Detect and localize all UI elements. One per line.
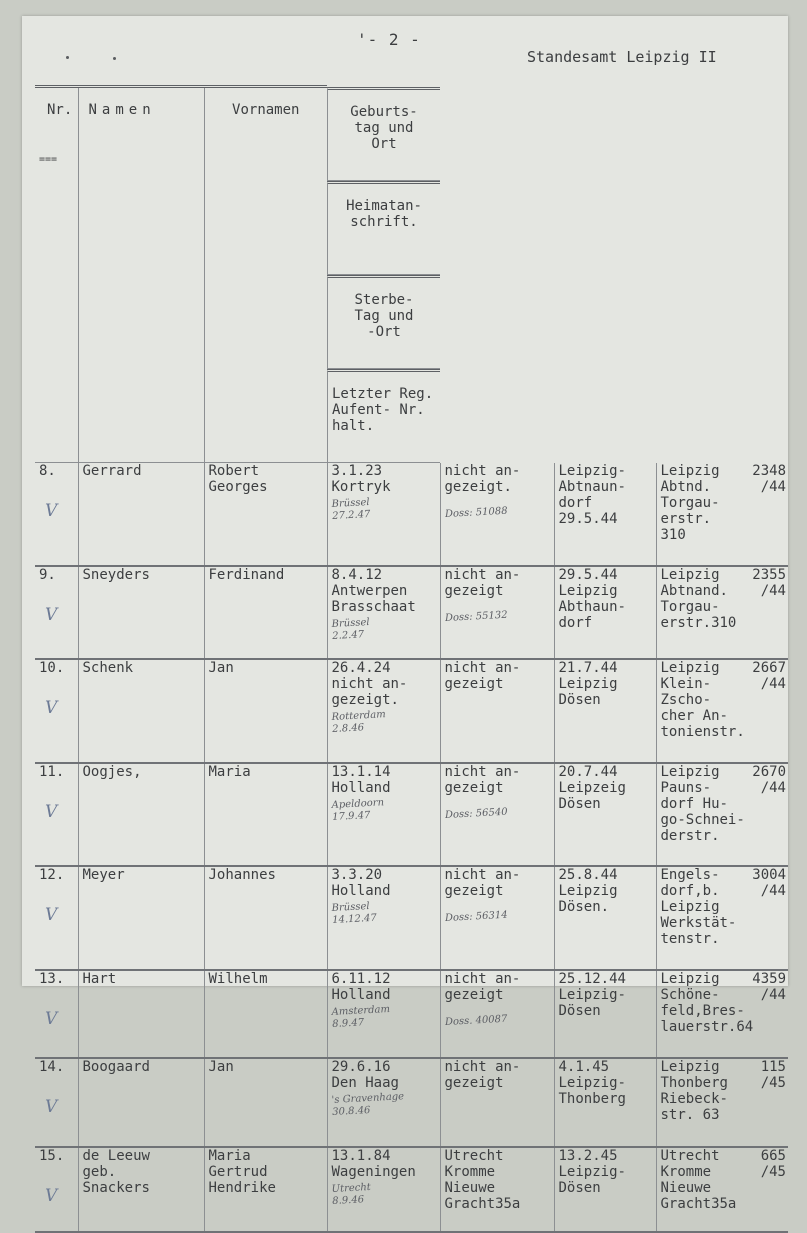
entry-number: 8.: [39, 463, 56, 479]
surname-cell: [78, 970, 204, 1058]
last-residence: Leipzig Thonberg Riebeck- str. 63: [660, 1058, 728, 1123]
surname-cell: [78, 866, 204, 970]
home-address: Utrecht Kromme Nieuwe Gracht35a: [444, 1147, 521, 1212]
surname-cell: [78, 566, 204, 659]
dossier-handwritten-note: Doss. 40087: [444, 1013, 508, 1028]
home-address: nicht an- gezeigt: [444, 866, 521, 899]
surname: Sneyders: [82, 566, 150, 583]
birth-date-place: 13.1.84 Wageningen: [331, 1147, 416, 1180]
registry-number: 2355 /44: [752, 566, 786, 599]
last-residence-cell: [656, 1058, 788, 1147]
birth-handwritten-note: Brüssel 14.12.47: [330, 900, 377, 926]
birth-date-place: 29.6.16 Den Haag: [331, 1058, 399, 1091]
surname: de Leeuw geb. Snackers: [82, 1147, 150, 1196]
birth-cell: [327, 1058, 440, 1147]
checkmark: V: [45, 1008, 58, 1029]
stray-mark: [113, 57, 116, 60]
death-cell: [554, 1058, 656, 1147]
header-sterbe: Sterbe- Tag und -Ort: [327, 275, 440, 369]
entry-number-cell: [35, 463, 78, 566]
death-cell: [554, 866, 656, 970]
given-names: Jan: [208, 659, 234, 676]
surname: Meyer: [82, 866, 125, 883]
registry-number: 665 /45: [760, 1147, 786, 1180]
registry-number: 4359 /44: [752, 970, 786, 1003]
entry-number-cell: [35, 763, 78, 866]
birth-handwritten-note: Brüssel 2.2.47: [330, 616, 370, 642]
surname: Gerrard: [82, 463, 142, 479]
surname: Boogaard: [82, 1058, 150, 1075]
given-names-cell: [204, 866, 327, 970]
entry-number-cell: [35, 659, 78, 763]
birth-handwritten-note: Utrecht 8.9.46: [330, 1181, 371, 1207]
death-cell: [554, 1147, 656, 1232]
last-residence: Leipzig Schöne- feld,Bres- lauerstr.64: [660, 970, 754, 1035]
checkmark: V: [45, 501, 58, 521]
registry-number: 2667 /44: [752, 659, 786, 692]
entry-number: 14.: [39, 1058, 65, 1075]
register-entry-row: [35, 970, 788, 1058]
register-entry-row: [35, 1147, 788, 1232]
given-names-cell: [204, 763, 327, 866]
last-residence-cell: [656, 763, 788, 866]
stray-mark: [66, 56, 69, 59]
given-names-cell: [204, 463, 327, 566]
given-names-cell: [204, 1058, 327, 1147]
register-entry-row: [35, 566, 788, 659]
entry-number: 11.: [39, 763, 65, 780]
birth-date-place: 3.1.23 Kortryk: [331, 462, 391, 495]
last-residence-cell: [656, 1147, 788, 1232]
header-heimat: Heimatan- schrift.: [327, 181, 440, 275]
death-cell: [554, 566, 656, 659]
last-residence: Engels- dorf,b. Leipzig Werkstät- tenstr.: [660, 866, 737, 947]
entry-number-cell: [35, 1147, 78, 1232]
registry-number: 3004 /44: [752, 866, 786, 899]
birth-handwritten-note: Apeldoorn 17.9.47: [330, 796, 384, 823]
checkmark: V: [45, 1096, 58, 1117]
death-cell: [554, 763, 656, 866]
last-residence: Leipzig Abtnd. Torgau- erstr. 310: [660, 462, 720, 543]
checkmark: V: [45, 697, 58, 718]
registry-number: 115 /45: [760, 1058, 786, 1091]
birth-handwritten-note: Rotterdam 2.8.46: [330, 708, 386, 735]
checkmark: V: [45, 604, 58, 625]
register-entry-row: [35, 763, 788, 866]
home-address: nicht an- gezeigt.: [444, 462, 521, 495]
given-names: Wilhelm: [208, 970, 268, 987]
death-date-place: 13.2.45 Leipzig- Dösen: [558, 1147, 626, 1196]
birth-handwritten-note: Brüssel 27.2.47: [330, 496, 371, 522]
header-nr: [35, 87, 78, 463]
birth-cell: [327, 1147, 440, 1232]
entry-number: 12.: [39, 866, 65, 883]
last-residence-cell: [656, 866, 788, 970]
given-names-cell: [204, 566, 327, 659]
surname-cell: [78, 763, 204, 866]
death-date-place: 25.12.44 Leipzig- Dösen: [558, 970, 626, 1019]
entry-number: 15.: [39, 1147, 65, 1164]
entry-number-cell: [35, 1058, 78, 1147]
given-names-cell: [204, 1147, 327, 1232]
surname-cell: [78, 1147, 204, 1232]
header-name: Namen: [78, 87, 204, 463]
last-residence-cell: [656, 970, 788, 1058]
surname: Hart: [82, 970, 117, 987]
last-residence-cell: [656, 659, 788, 763]
home-address-cell: [440, 970, 554, 1058]
last-residence: Leipzig Klein- Zscho- cher An- tonienstr.: [660, 659, 745, 740]
home-address-cell: [440, 1058, 554, 1147]
death-register-table: [35, 85, 788, 1233]
surname-cell: [78, 463, 204, 566]
entry-number-cell: [35, 970, 78, 1058]
dossier-handwritten-note: Doss: 55132: [444, 609, 508, 624]
given-names: Ferdinand: [208, 566, 285, 583]
checkmark: V: [45, 904, 58, 925]
home-address: nicht an- gezeigt: [444, 1058, 521, 1091]
given-names-cell: [204, 970, 327, 1058]
last-residence: Utrecht Kromme Nieuwe Gracht35a: [660, 1147, 737, 1212]
death-cell: [554, 970, 656, 1058]
death-date-place: 21.7.44 Leipzig Dösen: [558, 659, 618, 708]
page-number: '- 2 -: [357, 30, 421, 49]
register-entry-row: [35, 659, 788, 763]
death-date-place: 20.7.44 Leipzeig Dösen: [558, 763, 626, 812]
home-address-cell: [440, 1147, 554, 1232]
death-cell: [554, 463, 656, 566]
entry-number-cell: [35, 566, 78, 659]
home-address-cell: [440, 763, 554, 866]
birth-cell: [327, 659, 440, 763]
death-date-place: 25.8.44 Leipzig Dösen.: [558, 866, 618, 915]
entry-number: 13.: [39, 970, 65, 987]
birth-date-place: 6.11.12 Holland: [331, 970, 391, 1003]
given-names: Jan: [208, 1058, 234, 1075]
given-names: Maria: [208, 763, 251, 780]
register-entry-row: [35, 1058, 788, 1147]
given-names-cell: [204, 659, 327, 763]
registry-number: 2670 /44: [752, 763, 786, 796]
last-residence-cell: [656, 463, 788, 566]
home-address-cell: [440, 463, 554, 566]
surname-cell: [78, 659, 204, 763]
home-address: nicht an- gezeigt: [444, 659, 521, 692]
checkmark: V: [45, 1185, 58, 1206]
register-entry-row: [35, 866, 788, 970]
death-cell: [554, 659, 656, 763]
birth-date-place: 8.4.12 Antwerpen Brasschaat: [331, 566, 416, 615]
birth-date-place: 3.3.20 Holland: [331, 866, 391, 899]
entry-number: 9.: [39, 566, 56, 583]
surname: Oogjes,: [82, 763, 142, 780]
last-residence: Leipzig Pauns- dorf Hu- go-Schnei- derstr.: [660, 763, 745, 844]
death-date-place: 4.1.45 Leipzig- Thonberg: [558, 1058, 626, 1107]
table-header-row: [35, 87, 788, 463]
register-entry-row: [35, 463, 788, 566]
registry-office-heading: Standesamt Leipzig II: [527, 48, 717, 66]
header-vornamen: Vornamen: [204, 87, 327, 463]
birth-handwritten-note: 's Gravenhage 30.8.46: [330, 1090, 404, 1118]
entry-number: 10.: [39, 659, 65, 676]
dossier-handwritten-note: [445, 1099, 550, 1104]
death-date-place: Leipzig- Abtnaun- dorf 29.5.44: [558, 462, 626, 527]
home-address: nicht an- gezeigt: [444, 566, 521, 599]
home-address: nicht an- gezeigt: [444, 763, 521, 796]
home-address-cell: [440, 866, 554, 970]
given-names: Maria Gertrud Hendrike: [208, 1147, 276, 1196]
dossier-handwritten-note: Doss: 51088: [444, 505, 508, 520]
header-letzter: Letzter Reg. Aufent- Nr. halt.: [327, 369, 440, 463]
dossier-handwritten-note: Doss: 56540: [444, 806, 508, 821]
header-geburt: Geburts- tag und Ort: [327, 87, 440, 181]
entry-number-cell: [35, 866, 78, 970]
birth-cell: [327, 866, 440, 970]
surname-cell: [78, 1058, 204, 1147]
home-address-cell: [440, 566, 554, 659]
dossier-handwritten-note: [445, 1220, 550, 1225]
dossier-handwritten-note: Doss: 56314: [444, 909, 508, 924]
header-nr-label: Nr.: [47, 102, 73, 118]
birth-date-place: 26.4.24 nicht an- gezeigt.: [331, 659, 408, 708]
birth-cell: [327, 566, 440, 659]
header-underline-marks: ===: [39, 154, 58, 165]
last-residence-cell: [656, 566, 788, 659]
home-address: nicht an- gezeigt: [444, 970, 521, 1003]
checkmark: V: [45, 801, 58, 822]
birth-handwritten-note: Amsterdam 8.9.47: [330, 1003, 390, 1030]
given-names: Johannes: [208, 866, 276, 883]
given-names: Robert Georges: [208, 463, 268, 495]
last-residence: Leipzig Abtnand. Torgau- erstr.310: [660, 566, 737, 631]
registry-number: 2348 /44: [752, 462, 786, 495]
birth-date-place: 13.1.14 Holland: [331, 763, 391, 796]
dossier-handwritten-note: [445, 700, 550, 705]
birth-cell: [327, 463, 440, 566]
birth-cell: [327, 970, 440, 1058]
death-date-place: 29.5.44 Leipzig Abthaun- dorf: [558, 566, 626, 631]
home-address-cell: [440, 659, 554, 763]
surname: Schenk: [82, 659, 134, 676]
birth-cell: [327, 763, 440, 866]
